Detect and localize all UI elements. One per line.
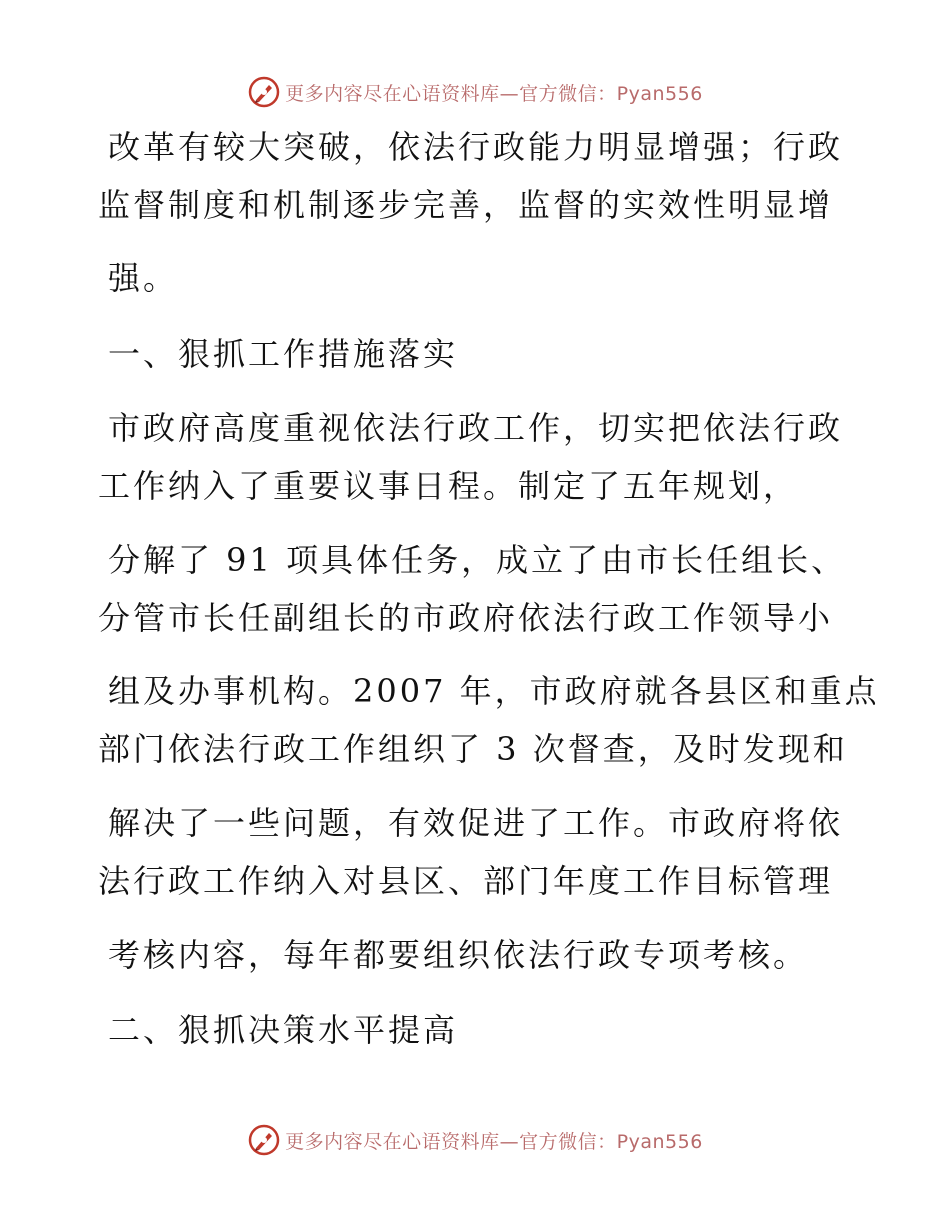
paragraph-line: 工作纳入了重要议事日程。制定了五年规划， [98, 467, 799, 505]
paragraph-line: 监督制度和机制逐步完善，监督的实效性明显增 [98, 186, 834, 224]
paragraph-line: 市政府高度重视依法行政工作，切实把依法行政 [108, 409, 844, 447]
watermark-text: 更多内容尽在心语资料库—官方微信：Pyan556 [285, 1130, 703, 1153]
paragraph-line: 组及办事机构。2007 年，市政府就各县区和重点 [108, 672, 880, 710]
paragraph-line: 改革有较大突破，依法行政能力明显增强；行政 [108, 128, 844, 166]
paragraph-line: 解决了一些问题，有效促进了工作。市政府将依 [108, 804, 844, 842]
paragraph-line: 分解了 91 项具体任务，成立了由市长任组长、 [108, 541, 847, 579]
paragraph-line: 部门依法行政工作组织了 3 次督查，及时发现和 [98, 730, 848, 768]
footer-watermark [0, 1120, 950, 1160]
pen-circle-logo-icon [247, 1123, 281, 1157]
watermark-text: 更多内容尽在心语资料库—官方微信：Pyan556 [285, 82, 703, 105]
paragraph-line: 法行政工作纳入对县区、部门年度工作目标管理 [98, 862, 834, 900]
section-heading: 一、狠抓工作措施落实 [108, 335, 459, 373]
paragraph-line: 考核内容，每年都要组织依法行政专项考核。 [108, 936, 809, 974]
paragraph-line: 强。 [108, 259, 179, 297]
paragraph-line: 分管市长任副组长的市政府依法行政工作领导小 [98, 599, 834, 637]
section-heading: 二、狠抓决策水平提高 [108, 1011, 459, 1049]
